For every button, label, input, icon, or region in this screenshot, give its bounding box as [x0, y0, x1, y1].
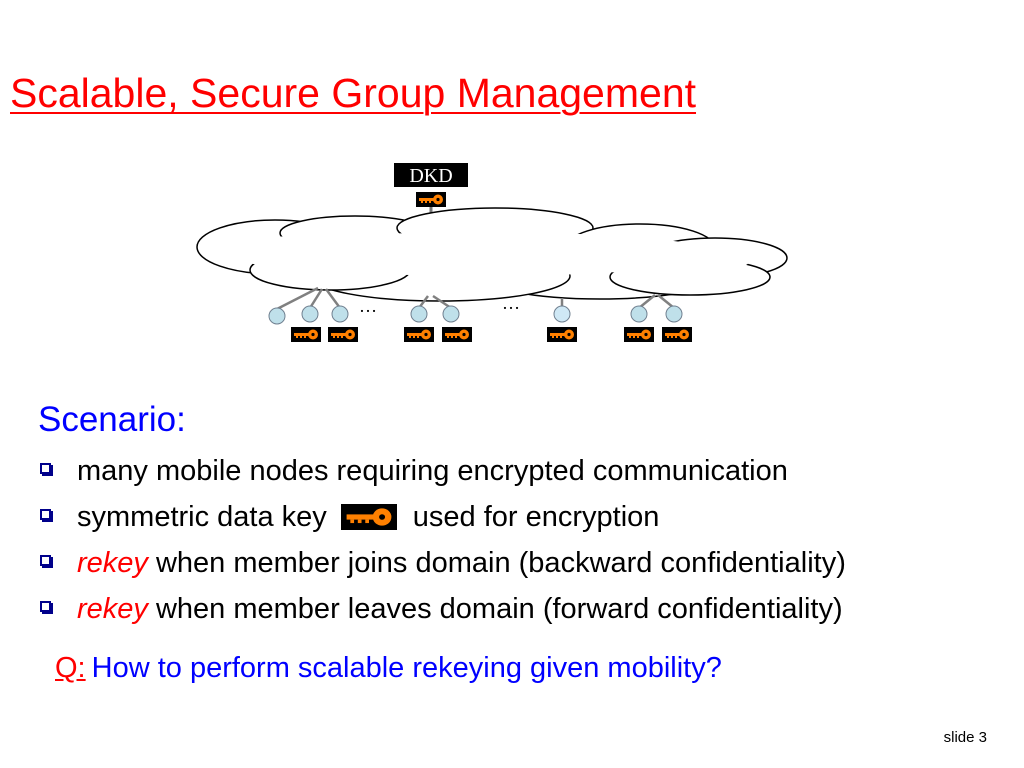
rekey-emphasis: rekey [77, 593, 148, 625]
checkbox-bullet-icon [40, 463, 51, 474]
key-icon [328, 327, 358, 342]
question-line [55, 652, 722, 685]
mobile-node-icon [631, 306, 647, 322]
slide-title: Scalable, Secure Group Management [10, 70, 697, 116]
key-icon [624, 327, 654, 342]
key-icon [547, 327, 577, 342]
checkbox-bullet-icon [40, 509, 51, 520]
key-icon [291, 327, 321, 342]
scenario-heading: Scenario: [38, 400, 186, 439]
bullet-text: when member joins domain (backward confidentiality) [147, 547, 846, 579]
bullet-item [40, 543, 846, 589]
mobile-node-icon [666, 306, 682, 322]
server-key-icon [416, 192, 446, 207]
mobile-node-icon [302, 306, 318, 322]
bullet-list [40, 451, 846, 635]
bullet-text: used for encryption [412, 501, 660, 533]
dkd-label: DKD [409, 165, 453, 187]
mobile-node-icon [332, 306, 348, 322]
checkbox-bullet-icon [40, 601, 51, 612]
key-icon [341, 504, 397, 530]
mobile-node-icon [269, 308, 285, 324]
bullet-item [40, 497, 846, 543]
checkbox-bullet-icon [40, 555, 51, 566]
node-ellipsis: … [359, 296, 377, 316]
slide-number: slide 3 [943, 729, 987, 746]
question-label: Q: [55, 652, 86, 684]
mobile-node-icon [554, 306, 570, 322]
bullet-text: symmetric data key [77, 501, 327, 533]
key-icon [442, 327, 472, 342]
bullet-item [40, 589, 846, 635]
bullet-item [40, 451, 846, 497]
rekey-emphasis: rekey [77, 547, 148, 579]
bullet-text: many mobile nodes requiring encrypted communication [77, 455, 788, 487]
key-icon [662, 327, 692, 342]
mobile-node-icon [411, 306, 427, 322]
node-ellipsis: … [502, 293, 520, 313]
bullet-text: when member leaves domain (forward confidentiality) [147, 593, 843, 625]
key-icon [404, 327, 434, 342]
mobile-node-icon [443, 306, 459, 322]
question-text: How to perform scalable rekeying given mobility? [91, 652, 722, 684]
